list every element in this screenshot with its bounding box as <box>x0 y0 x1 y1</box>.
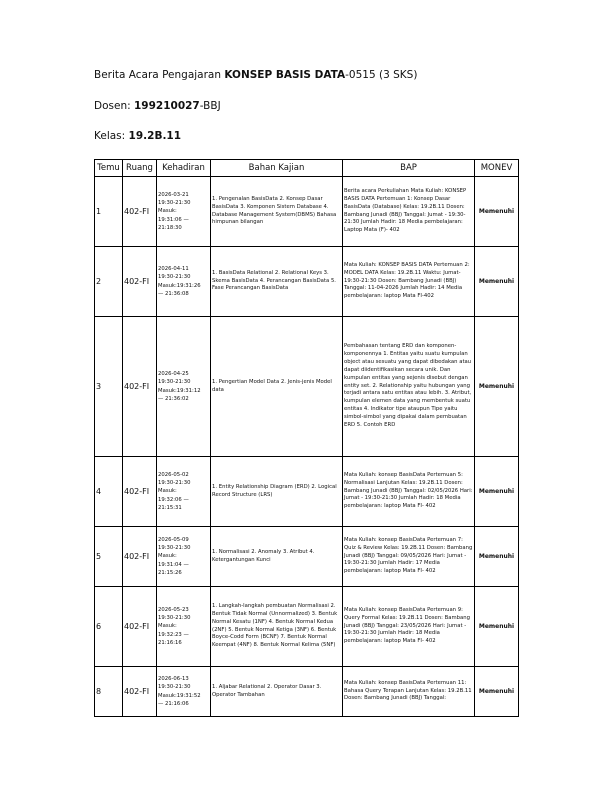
attendance-in-time: 19:31:06 — <box>158 216 189 223</box>
table-row <box>95 527 519 587</box>
teaching-record-table <box>94 159 519 717</box>
cell-monev: Memenuhi <box>475 587 519 667</box>
attendance-date: 2026-04-11 <box>158 266 189 273</box>
attendance-in-label: Masuk: <box>158 623 177 630</box>
cell-ruang: 402-FI <box>123 587 157 667</box>
attendance-time: 19:30-21:30 <box>158 684 191 691</box>
lecturer-label: Dosen: <box>94 100 134 112</box>
cell-bap: Pembahasan tentang ERD dan komponen-komponennya 1. Entitas yaitu suatu kumpulan object atau sesuatu yang dapat dibedakan atau dapat diidentifikasikan secara unik. Dan kumpulan entitas yang sejenis disebut dengan entity set. 2. Relationship yaitu hubungan yang terjadi antara satu entitas atau lebih. 3. Atribut, kumpulan elemen data yang membentuk suatu entitas 4. Indikator tipe ataupun Tipe yaitu simbol-simbol yang dipakai dalam pembuatan ERD 5. Contoh ERD <box>343 317 475 457</box>
column-header-bap: BAP <box>343 160 475 177</box>
cell-ruang: 402-FI <box>123 247 157 317</box>
table-row <box>95 457 519 527</box>
cell-kehadiran <box>157 177 211 247</box>
cell-ruang: 402-FI <box>123 667 157 717</box>
column-header-ruang: Ruang <box>123 160 157 177</box>
cell-ruang: 402-FI <box>123 527 157 587</box>
attendance-time: 19:30-21:30 <box>158 379 191 386</box>
attendance-time: 19:30-21:30 <box>158 274 191 281</box>
cell-kehadiran <box>157 457 211 527</box>
attendance-in-time: Masuk:19:31:12 <box>158 387 201 394</box>
cell-bap: Mata Kuliah: konsep BasisData Pertemuan 5: Normalisasi Lanjutan Kelas: 19.2B.11 Dosen: Bambang Junadi (BBJ) Tanggal: 02/05/2026 Hari: Jumat - 19:30-21:30 Jumlah Hadir: 18 Media pembelajaran: laptop Mata FI- 402 <box>343 457 475 527</box>
attendance-date: 2026-03-21 <box>158 191 189 198</box>
class-label: Kelas: <box>94 130 129 142</box>
cell-kehadiran <box>157 317 211 457</box>
table-row <box>95 247 519 317</box>
attendance-out-time: — 21:36:08 <box>158 290 189 297</box>
cell-temu: 5 <box>95 527 123 587</box>
cell-bahan-kajian: 1. BasisData Relational 2. Relational Keys 3. Skema BasisData 4. Perancangan BasisData 5. Fase Perancangan BasisData <box>211 247 343 317</box>
column-header-monev: MONEV <box>475 160 519 177</box>
attendance-out-time: 21:16:16 <box>158 639 182 646</box>
attendance-out-time: 21:15:31 <box>158 504 182 511</box>
table-row <box>95 317 519 457</box>
attendance-in-time: Masuk:19:31:26 <box>158 282 201 289</box>
cell-temu: 1 <box>95 177 123 247</box>
column-header-bahan-kajian: Bahan Kajian <box>211 160 343 177</box>
cell-kehadiran <box>157 247 211 317</box>
attendance-in-label: Masuk: <box>158 553 177 560</box>
table-row <box>95 587 519 667</box>
cell-bahan-kajian: 1. Pengertian Model Data 2. Jenis-jenis Model data <box>211 317 343 457</box>
table-row <box>95 667 519 717</box>
attendance-date: 2026-06-13 <box>158 676 189 683</box>
cell-bap: Mata Kuliah: konsep BasisData Pertemuan 7: Quiz & Review Kelas: 19.2B.11 Dosen: Bambang Junadi (BBJ) Tanggal: 09/05/2026 Hari: Jumat - 19:30-21:30 Jumlah Hadir: 17 Media pembelajaran: laptop Mata FI- 402 <box>343 527 475 587</box>
attendance-out-time: — 21:16:06 <box>158 700 189 707</box>
table-header-row <box>95 160 519 177</box>
cell-monev: Memenuhi <box>475 527 519 587</box>
attendance-out-time: — 21:36:02 <box>158 395 189 402</box>
cell-ruang: 402-FI <box>123 457 157 527</box>
cell-monev: Memenuhi <box>475 317 519 457</box>
attendance-date: 2026-05-23 <box>158 606 189 613</box>
cell-temu: 3 <box>95 317 123 457</box>
attendance-in-time: Masuk:19:31:52 <box>158 692 201 699</box>
cell-monev: Memenuhi <box>475 177 519 247</box>
course-code: -0515 (3 SKS) <box>345 69 418 81</box>
cell-bap: Mata Kuliah: KONSEP BASIS DATA Pertemuan 2: MODEL DATA Kelas: 19.2B.11 Waktu: Jumat- 19:30-21:30 Dosen: Bambang Junadi (BBJ) Tanggal: 11-04-2026 Jumlah Hadir: 14 Media pembelajaran: laptop Mata FI-402 <box>343 247 475 317</box>
attendance-date: 2026-04-25 <box>158 371 189 378</box>
cell-temu: 6 <box>95 587 123 667</box>
lecturer-initials: -BBJ <box>199 100 221 112</box>
document-title <box>94 69 417 81</box>
cell-bap: Mata Kuliah: konsep BasisData Pertemuan 11: Bahasa Query Terapan Lanjutan Kelas: 19.2B.11 Dosen: Bambang Junadi (BBJ) Tanggal: <box>343 667 475 717</box>
attendance-in-label: Masuk: <box>158 488 177 495</box>
cell-bap: Berita acara Perkuliahan Mata Kuliah: KONSEP BASIS DATA Pertemuan 1: Konsep Dasar BasisData (Database) Kelas: 19.2B.11 Dosen: Bambang Junadi (BBJ) Tanggal: Jumat - 19:30-21:30 Jumlah Hadir: 18 Media pembelajaran: Laptop Mata (F)- 402 <box>343 177 475 247</box>
cell-monev: Memenuhi <box>475 247 519 317</box>
cell-bahan-kajian: 1. Entity Relationship Diagram (ERD) 2. Logical Record Structure (LRS) <box>211 457 343 527</box>
table-row <box>95 177 519 247</box>
cell-temu: 4 <box>95 457 123 527</box>
class-line <box>94 130 181 142</box>
cell-monev: Memenuhi <box>475 667 519 717</box>
cell-bap: Mata Kuliah: konsep BasisData Pertemuan 9: Query Formal Kelas: 19.2B.11 Dosen: Bambang Junadi (BBJ) Tanggal: 23/05/2026 Hari: Jumat - 19:30-21:30 Jumlah Hadir: 18 Media pembelajaran: laptop Mata FI- 402 <box>343 587 475 667</box>
course-name: KONSEP BASIS DATA <box>224 69 346 81</box>
column-header-kehadiran: Kehadiran <box>157 160 211 177</box>
column-header-temu: Temu <box>95 160 123 177</box>
cell-kehadiran <box>157 667 211 717</box>
attendance-out-time: 21:15:26 <box>158 569 182 576</box>
attendance-in-time: 19:32:06 — <box>158 496 189 503</box>
cell-temu: 2 <box>95 247 123 317</box>
attendance-in-label: Masuk: <box>158 208 177 215</box>
cell-bahan-kajian: 1. Normalisasi 2. Anomaly 3. Atribut 4. Ketergantungan Kunci <box>211 527 343 587</box>
lecturer-line <box>94 100 221 112</box>
cell-kehadiran <box>157 527 211 587</box>
cell-bahan-kajian: 1. Aljabar Relational 2. Operator Dasar 3. Operator Tambahan <box>211 667 343 717</box>
attendance-date: 2026-05-02 <box>158 471 189 478</box>
cell-monev: Memenuhi <box>475 457 519 527</box>
attendance-time: 19:30-21:30 <box>158 200 191 207</box>
attendance-out-time: 21:18:30 <box>158 224 182 231</box>
attendance-in-time: 19:31:04 — <box>158 561 189 568</box>
cell-bahan-kajian: 1. Langkah-langkah pembuatan Normalisasi 2. Bentuk Tidak Normal (Unnormalized) 3. Bentuk Normal Kesatu (1NF) 4. Bentuk Normal Kedua (2NF) 5. Bentuk Normal Ketiga (3NF) 6. Bentuk Boyce-Codd Form (BCNF) 7. Bentuk Normal Keempat (4NF) 8. Bentuk Normal Kelima (5NF) <box>211 587 343 667</box>
cell-ruang: 402-FI <box>123 317 157 457</box>
lecturer-id: 199210027 <box>133 100 200 112</box>
cell-temu: 8 <box>95 667 123 717</box>
attendance-time: 19:30-21:30 <box>158 615 191 622</box>
attendance-in-time: 19:32:23 — <box>158 631 189 638</box>
cell-kehadiran <box>157 587 211 667</box>
attendance-time: 19:30-21:30 <box>158 545 191 552</box>
attendance-time: 19:30-21:30 <box>158 480 191 487</box>
attendance-date: 2026-05-09 <box>158 536 189 543</box>
cell-ruang: 402-FI <box>123 177 157 247</box>
cell-bahan-kajian: 1. Pengenalan BasisData 2. Konsep Dasar BasisData 3. Komponen Sistem Database 4. Database Management System(DBMS) Bahasa himpunan bilangan <box>211 177 343 247</box>
class-value: 19.2B.11 <box>128 130 182 142</box>
title-prefix: Berita Acara Pengajaran <box>94 69 225 81</box>
